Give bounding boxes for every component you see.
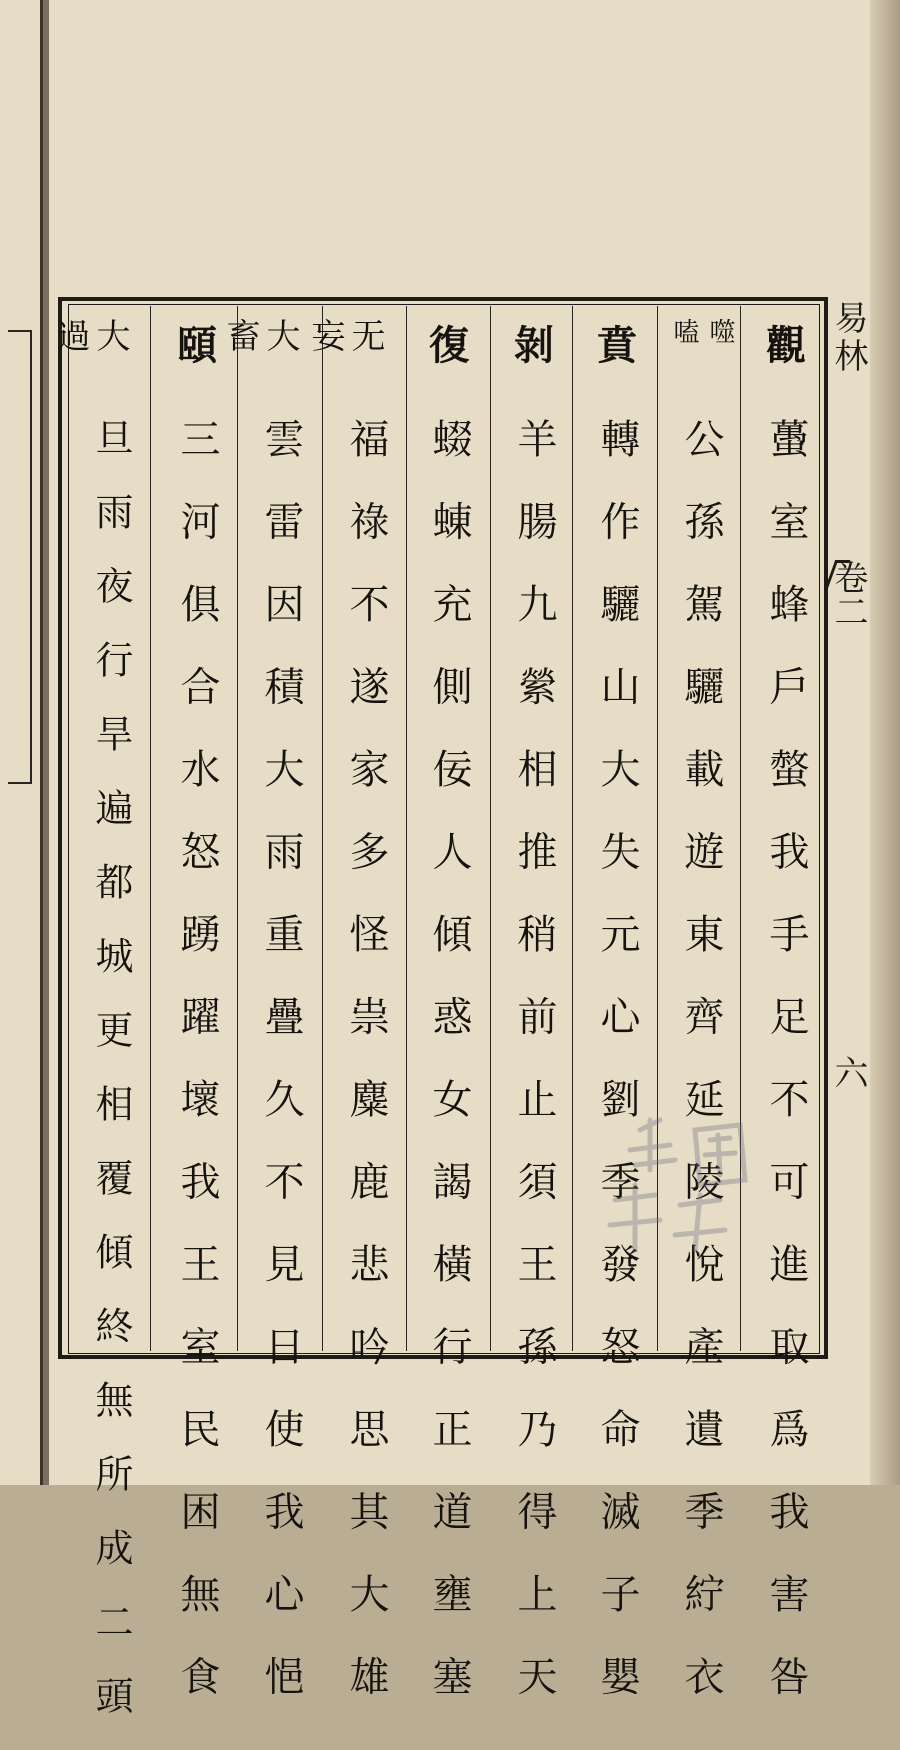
- verse-text: 三河俱合水怒踴躍壞我王室民困無食: [174, 418, 220, 1738]
- page-number: 六: [828, 1055, 868, 1089]
- facing-page-edge: [0, 0, 43, 1485]
- verse-text: 蝃蝀充側佞人傾惑女謁橫行正道壅塞: [426, 418, 472, 1738]
- column-divider: [490, 306, 491, 1351]
- column-divider: [322, 306, 323, 1351]
- verse-text: 羊腸九縈相推稍前止須王孫乃得上天: [511, 418, 557, 1738]
- library-seal-stamp: [600, 1110, 770, 1260]
- verse-text: 雲雷因積大雨重疊久不見日使我心悒: [258, 418, 304, 1738]
- book-title-margin: 易林: [828, 300, 868, 376]
- hexagram-name: 賁: [597, 322, 637, 369]
- facing-page-frame: [8, 330, 32, 784]
- page-edge-shadow: [870, 0, 900, 1485]
- hexagram-name: 无妄: [305, 318, 385, 352]
- hexagram-name: 頤: [177, 322, 217, 369]
- hexagram-name: 觀: [766, 322, 806, 369]
- hexagram-name: 大過: [50, 318, 130, 352]
- hexagram-name: 大畜: [220, 318, 300, 352]
- hexagram-name: 復: [429, 322, 469, 369]
- hexagram-name: 噬嗑: [669, 318, 735, 344]
- verse-text: 公孫駕驪載遊東齊延陵悅產遺季紵衣: [678, 418, 724, 1738]
- volume-label: 卷二: [828, 560, 868, 628]
- verse-text: 旦雨夜行旱遍都城更相覆傾終無所成二頭: [89, 418, 133, 1750]
- verse-text: 蠆室蜂戶螫我手足不可進取爲我害咎: [763, 418, 809, 1738]
- hexagram-name: 剝: [514, 322, 554, 369]
- verse-text: 轉作驪山大失元心劉季發怒命滅子嬰: [594, 418, 640, 1738]
- verse-text: 福祿不遂家多怪祟麋鹿悲吟思其大雄: [343, 418, 389, 1738]
